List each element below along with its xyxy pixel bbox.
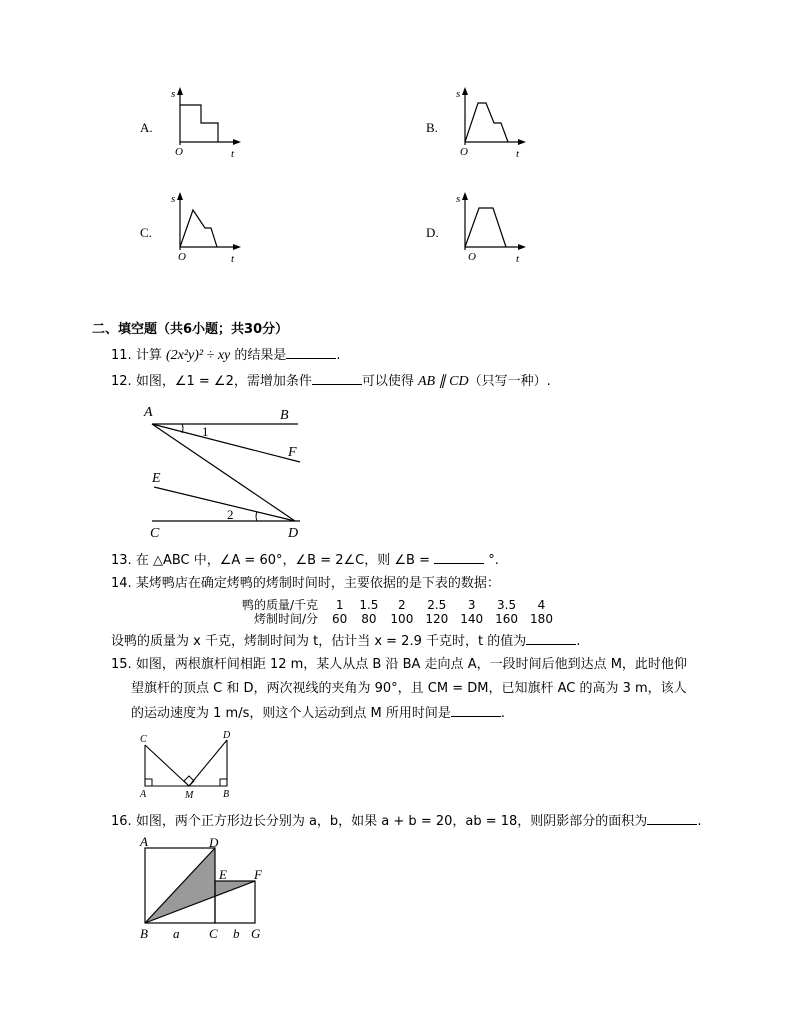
duck-table-cell: 1 [335, 598, 344, 612]
fig16-label-f: F [254, 867, 262, 882]
duck-table-cell: 160 [495, 612, 519, 626]
q15-num: 15. [111, 657, 132, 672]
q16-text: 如图，两个正方形边长分别为 a，b，如果 a + b = 20，ab = 18，则阴影部分的面积为 [135, 814, 648, 829]
figure-12 [140, 400, 315, 542]
option-b-origin-label: O [460, 146, 468, 158]
fig15-label-d: D [223, 730, 231, 741]
fig15-label-c: C [140, 734, 147, 745]
option-b-label: B. [426, 120, 438, 135]
question-15-line-2: 望旗杆的顶点 C 和 D，两次视线的夹角为 90°，且 CM = DM，已知旗杆 AC 的高为 3 m，该人 [131, 681, 687, 696]
q13-answer-blank[interactable] [434, 551, 484, 564]
duck-table-cell: 60 [332, 612, 348, 626]
duck-table-cell: 120 [425, 612, 449, 626]
question-11 [111, 346, 341, 365]
duck-table-cell: 140 [460, 612, 484, 626]
option-b-graph [450, 85, 530, 160]
shaded-region [145, 848, 255, 923]
option-c-origin-label: O [178, 251, 186, 263]
option-c-t-label: t [231, 253, 235, 265]
duck-table-header-time: 烤制时间/分 [254, 612, 319, 626]
q14-answer-blank[interactable] [526, 632, 576, 645]
duck-table-header-mass: 鸭的质量/千克 [242, 598, 319, 612]
option-a-t-label: t [231, 148, 235, 160]
q13-text: 在 △ABC 中，∠A = 60°，∠B = 2∠C，则 ∠B = [135, 553, 430, 568]
question-15-line-3 [131, 704, 505, 723]
fig12-label-e: E [152, 471, 161, 486]
line-ad [152, 424, 295, 521]
duck-table-cell: 3.5 [497, 598, 517, 612]
fig12-angle-2: 2 [227, 507, 234, 522]
section-title: 二、填空题（共6小题；共30分） [92, 322, 289, 337]
fig12-label-c: C [150, 526, 160, 541]
q12-relation: AB ∥ CD [418, 374, 469, 389]
q11-end: . [336, 348, 341, 363]
fig16-label-b: B [140, 926, 148, 941]
q12-num: 12. [111, 374, 132, 389]
q12-post: 可以使得 [361, 374, 414, 389]
q15-end: . [500, 706, 505, 721]
q16-end: . [697, 814, 702, 829]
duck-table [236, 598, 559, 626]
q12-answer-blank[interactable] [312, 372, 362, 385]
q12-pre: 如图，∠1 = ∠2，需增加条件 [135, 374, 312, 389]
duck-table-cell: 80 [361, 612, 377, 626]
question-16 [111, 812, 701, 831]
q14-tail [111, 632, 580, 651]
duck-table-cell: 2 [398, 598, 406, 612]
duck-table-cell: 180 [530, 612, 553, 626]
q16-num: 16. [111, 814, 132, 829]
q11-expr: (2x²y)² ÷ xy [165, 348, 231, 363]
fig16-label-a: A [140, 834, 148, 849]
question-12 [111, 372, 551, 391]
duck-table-cell: 3 [467, 598, 476, 612]
q14-tail-text: 设鸭的质量为 x 千克，烤制时间为 t，估计当 x = 2.9 千克时，t 的值为 [111, 634, 527, 649]
duck-table-row-mass [236, 598, 559, 612]
q11-post: 的结果是 [234, 348, 287, 363]
question-13 [111, 551, 499, 570]
fig16-label-side-b: b [233, 926, 240, 941]
question-14 [111, 575, 500, 593]
option-a-s-label: s [171, 88, 176, 100]
option-a-origin-label: O [175, 146, 183, 158]
option-d-label: D. [426, 225, 439, 240]
duck-table-cell: 2.5 [427, 598, 447, 612]
fig15-label-a: A [140, 789, 147, 800]
figure-16 [137, 834, 272, 946]
q14-num: 14. [111, 576, 132, 591]
q16-answer-blank[interactable] [647, 812, 697, 825]
fig12-label-f: F [288, 445, 297, 460]
q11-pre: 计算 [135, 348, 162, 363]
fig16-label-side-a: a [173, 926, 180, 941]
fig12-label-b: B [280, 408, 289, 423]
duck-table-cell: 100 [390, 612, 414, 626]
q15-line1: 如图，两根旗杆间相距 12 m，某人从点 B 沿 BA 走向点 A，一段时间后他到达点 M，此时他仰 [135, 657, 687, 672]
option-c-s-label: s [171, 193, 176, 205]
option-c-label: C. [140, 225, 152, 240]
option-c-graph [165, 190, 245, 265]
q15-line3: 的运动速度为 1 m/s，则这个人运动到点 M 所用时间是 [131, 706, 451, 721]
option-a-label: A. [140, 120, 153, 135]
q13-end: °. [488, 553, 499, 568]
fig16-label-g: G [251, 926, 261, 941]
option-d-s-label: s [456, 193, 461, 205]
option-d-t-label: t [516, 253, 520, 265]
q11-num: 11. [111, 348, 132, 363]
option-b-s-label: s [456, 88, 461, 100]
duck-table-row-time [236, 612, 559, 626]
q15-answer-blank[interactable] [451, 704, 501, 717]
q12-end: （只写一种）. [468, 374, 551, 389]
fig12-label-d: D [288, 526, 299, 541]
line-ed [154, 487, 295, 521]
option-d-origin-label: O [468, 251, 476, 263]
q14-tail-end: . [576, 634, 581, 649]
fig16-label-c: C [209, 926, 218, 941]
option-b-t-label: t [516, 148, 520, 160]
q13-num: 13. [111, 553, 132, 568]
option-a-graph [165, 85, 245, 160]
fig15-label-m: M [185, 790, 194, 800]
q14-text: 某烤鸭店在确定烤鸭的烤制时间时，主要依据的是下表的数据： [135, 576, 500, 591]
fig16-label-d: D [209, 835, 219, 850]
fig12-label-a: A [144, 405, 153, 420]
fig12-angle-1: 1 [202, 424, 209, 439]
q11-answer-blank[interactable] [286, 346, 336, 359]
fig15-label-b: B [223, 789, 230, 800]
fig16-label-e: E [219, 867, 227, 882]
question-15-line-1 [111, 656, 687, 674]
option-d-graph [450, 190, 530, 265]
duck-table-cell: 1.5 [359, 598, 379, 612]
duck-table-cell: 4 [537, 598, 546, 612]
figure-15 [137, 728, 237, 800]
line-af [152, 424, 300, 462]
